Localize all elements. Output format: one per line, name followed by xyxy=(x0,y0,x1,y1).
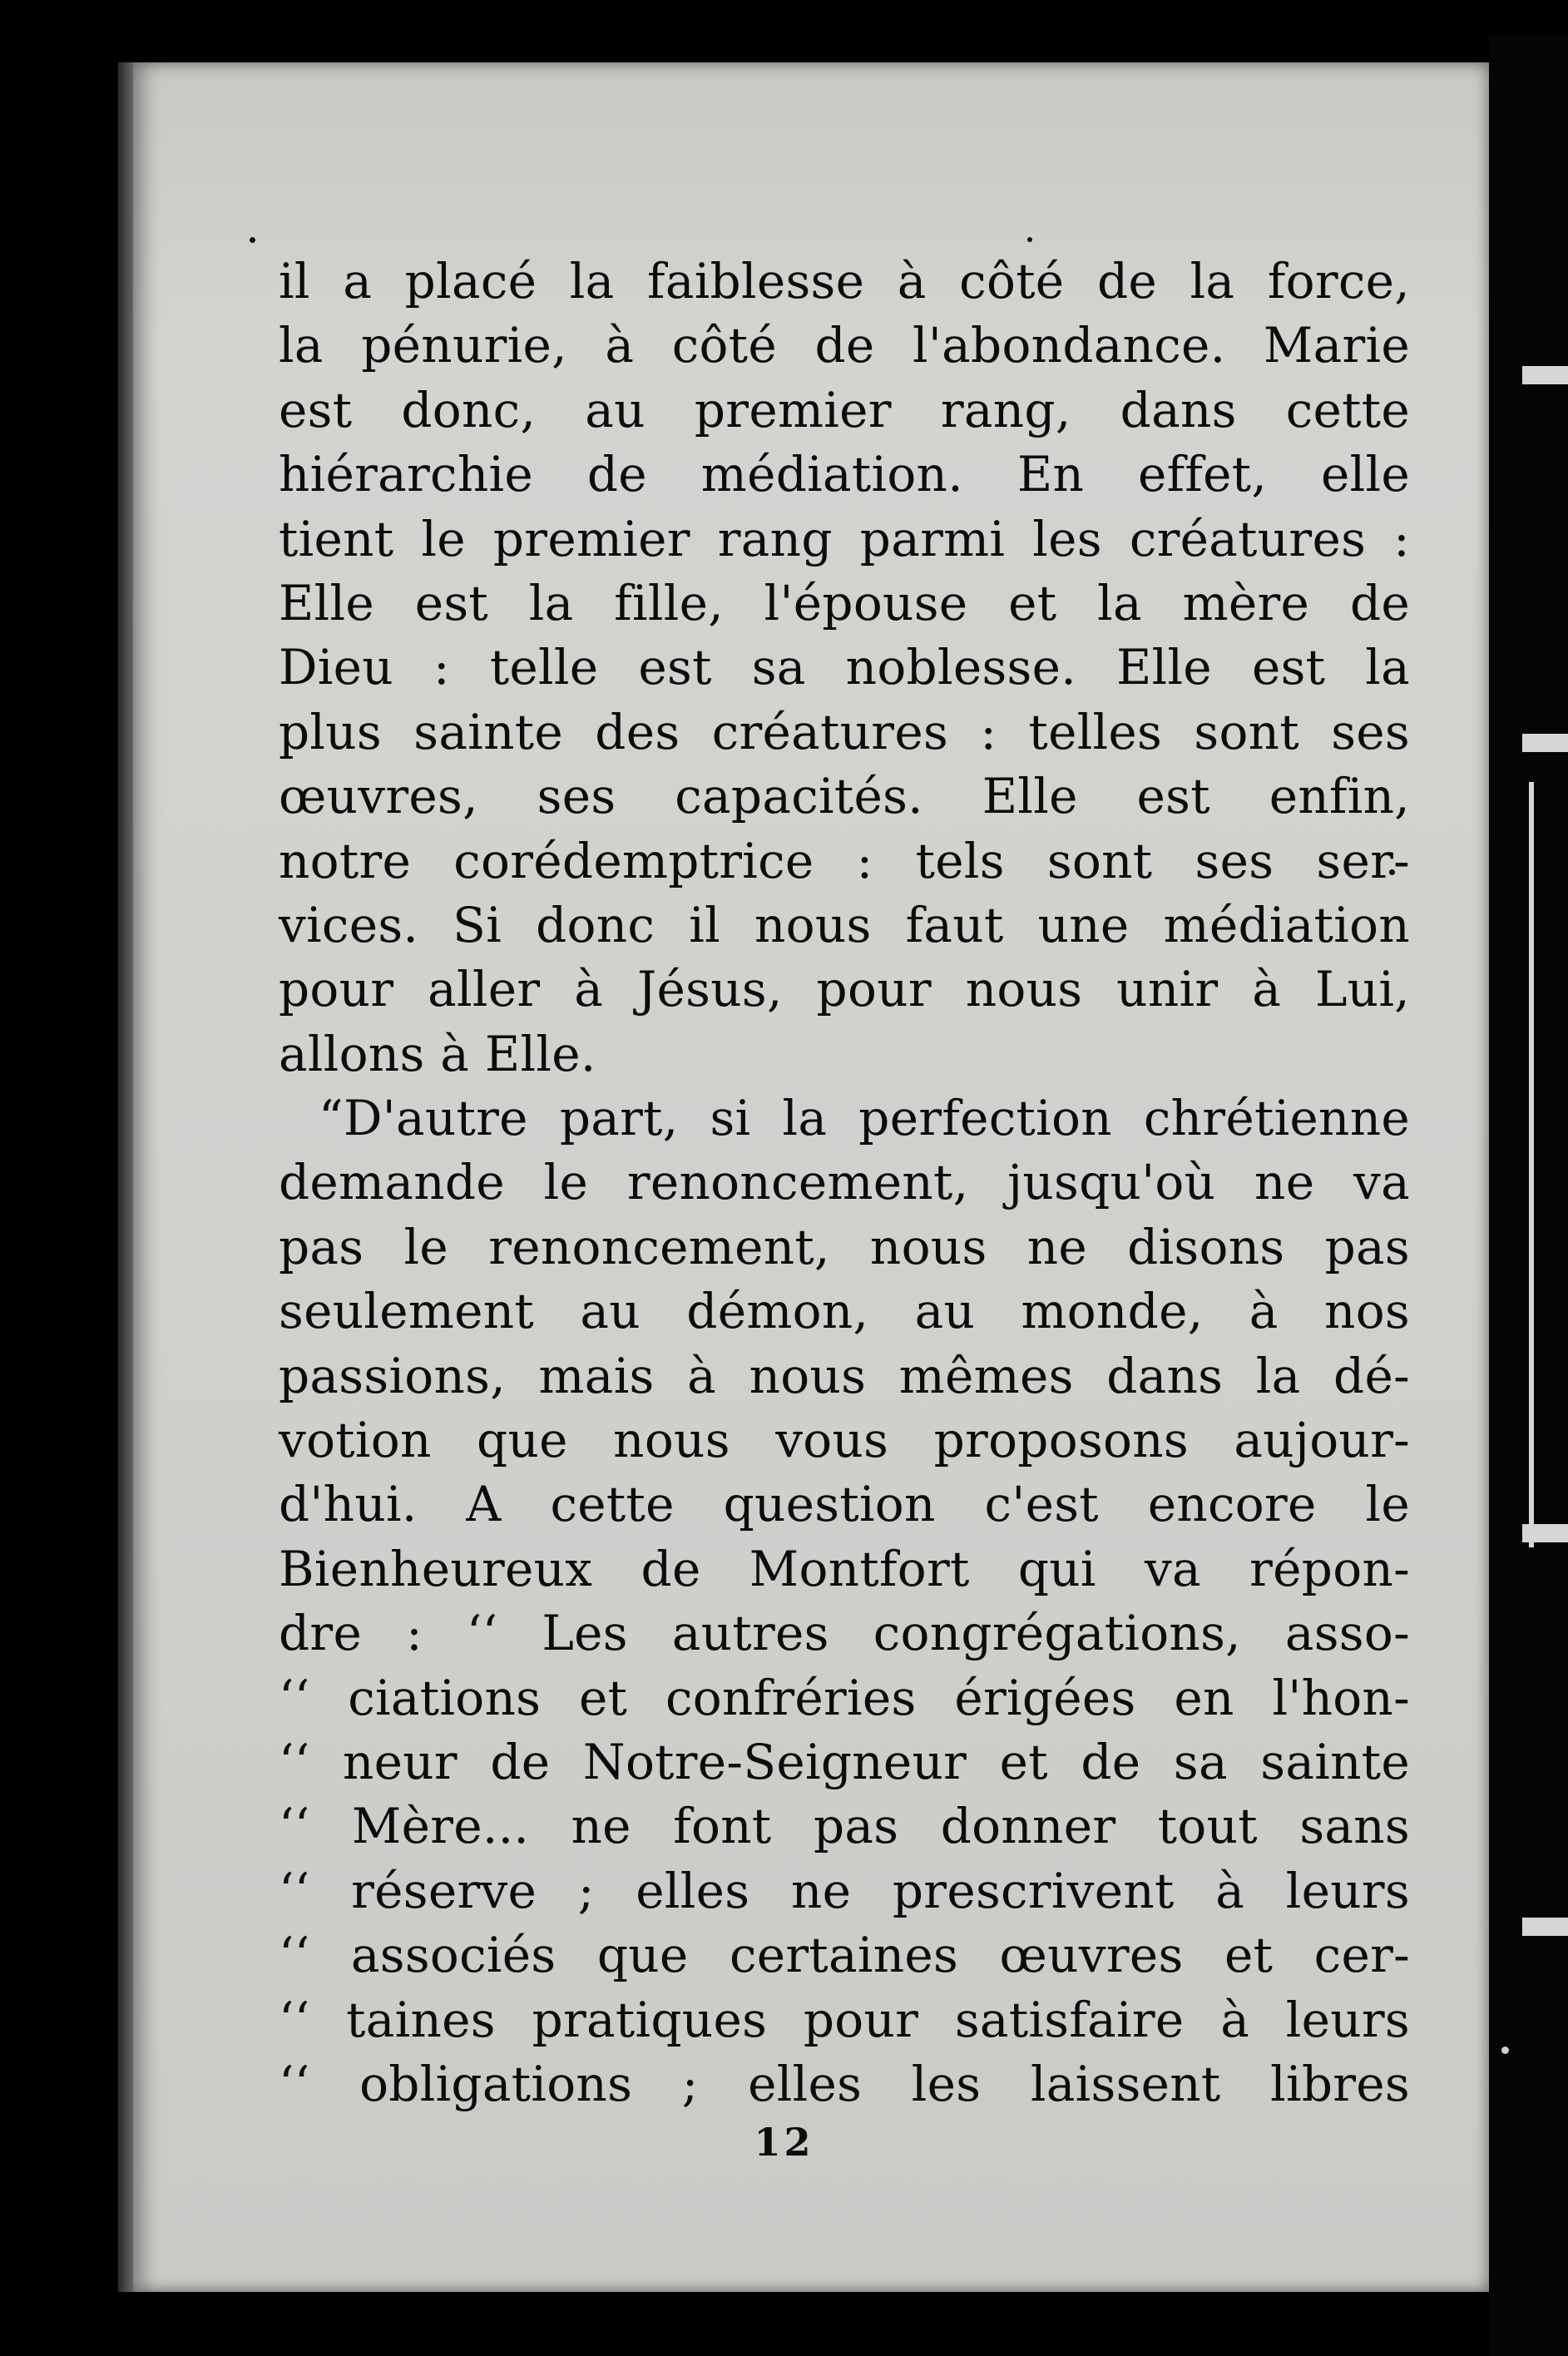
page-number: 12 xyxy=(754,2120,814,2165)
text-line: d'hui. A cette question c'est encore le xyxy=(279,1476,1410,1533)
text-line: ‘‘ taines pratiques pour satisfaire à leurs xyxy=(279,1991,1410,2048)
text-line: ‘‘ associés que certaines œuvres et cer- xyxy=(279,1927,1410,1984)
text-line: demande le renoncement, jusqu'où ne va xyxy=(279,1154,1410,1211)
text-line: ‘‘ obligations ; elles les laissent libres xyxy=(279,2055,1410,2112)
binding-thread xyxy=(1529,782,1534,1547)
text-line: pas le renoncement, nous ne disons pas xyxy=(279,1218,1410,1275)
text-line: ‘‘ ciations et confréries érigées en l'hon- xyxy=(279,1669,1410,1726)
binding-mark xyxy=(1522,734,1568,752)
text-line: ‘‘ neur de Notre-Seigneur et de sa sainte xyxy=(279,1733,1410,1790)
text-line: notre corédemptrice : tels sont ses ser- xyxy=(279,832,1410,889)
paper-speck xyxy=(1027,237,1032,242)
text-line: il a placé la faiblesse à côté de la force, xyxy=(279,253,1410,309)
text-line: hiérarchie de médiation. En effet, elle xyxy=(279,446,1410,503)
text-line: dre : ‘‘ Les autres congrégations, asso- xyxy=(279,1605,1410,1662)
text-line: “D'autre part, si la perfection chrétienne xyxy=(319,1090,1410,1147)
paper-speck xyxy=(1501,2047,1509,2054)
paper-speck xyxy=(250,237,255,243)
text-line: ‘‘ réserve ; elles ne prescrivent à leurs xyxy=(279,1862,1410,1919)
text-line: allons à Elle. xyxy=(279,1025,596,1082)
binding-mark xyxy=(1522,1918,1568,1936)
text-line: vices. Si donc il nous faut une médiation xyxy=(279,896,1410,953)
text-line: est donc, au premier rang, dans cette xyxy=(279,381,1410,438)
text-line: passions, mais à nous mêmes dans la dé- xyxy=(279,1347,1410,1404)
text-line: ‘‘ Mère... ne font pas donner tout sans xyxy=(279,1798,1410,1855)
text-line: Elle est la fille, l'épouse et la mère de xyxy=(279,574,1410,631)
body-text xyxy=(279,250,1410,2116)
binding-mark xyxy=(1522,366,1568,384)
text-line: plus sainte des créatures : telles sont ses xyxy=(279,703,1410,760)
page-left-edge xyxy=(118,62,135,2292)
text-line: tient le premier rang parmi les créatures : xyxy=(279,510,1410,567)
text-line: la pénurie, à côté de l'abondance. Marie xyxy=(279,317,1410,374)
text-line: pour aller à Jésus, pour nous unir à Lui, xyxy=(279,961,1410,1018)
text-line: votion que nous vous proposons aujour- xyxy=(279,1412,1410,1469)
text-line: Dieu : telle est sa noblesse. Elle est la xyxy=(279,639,1410,696)
text-line: œuvres, ses capacités. Elle est enfin, xyxy=(279,768,1410,825)
text-line: seulement au démon, au monde, à nos xyxy=(279,1283,1410,1340)
text-line: Bienheureux de Montfort qui va répon- xyxy=(279,1540,1410,1597)
binding-mark xyxy=(1522,1524,1568,1542)
